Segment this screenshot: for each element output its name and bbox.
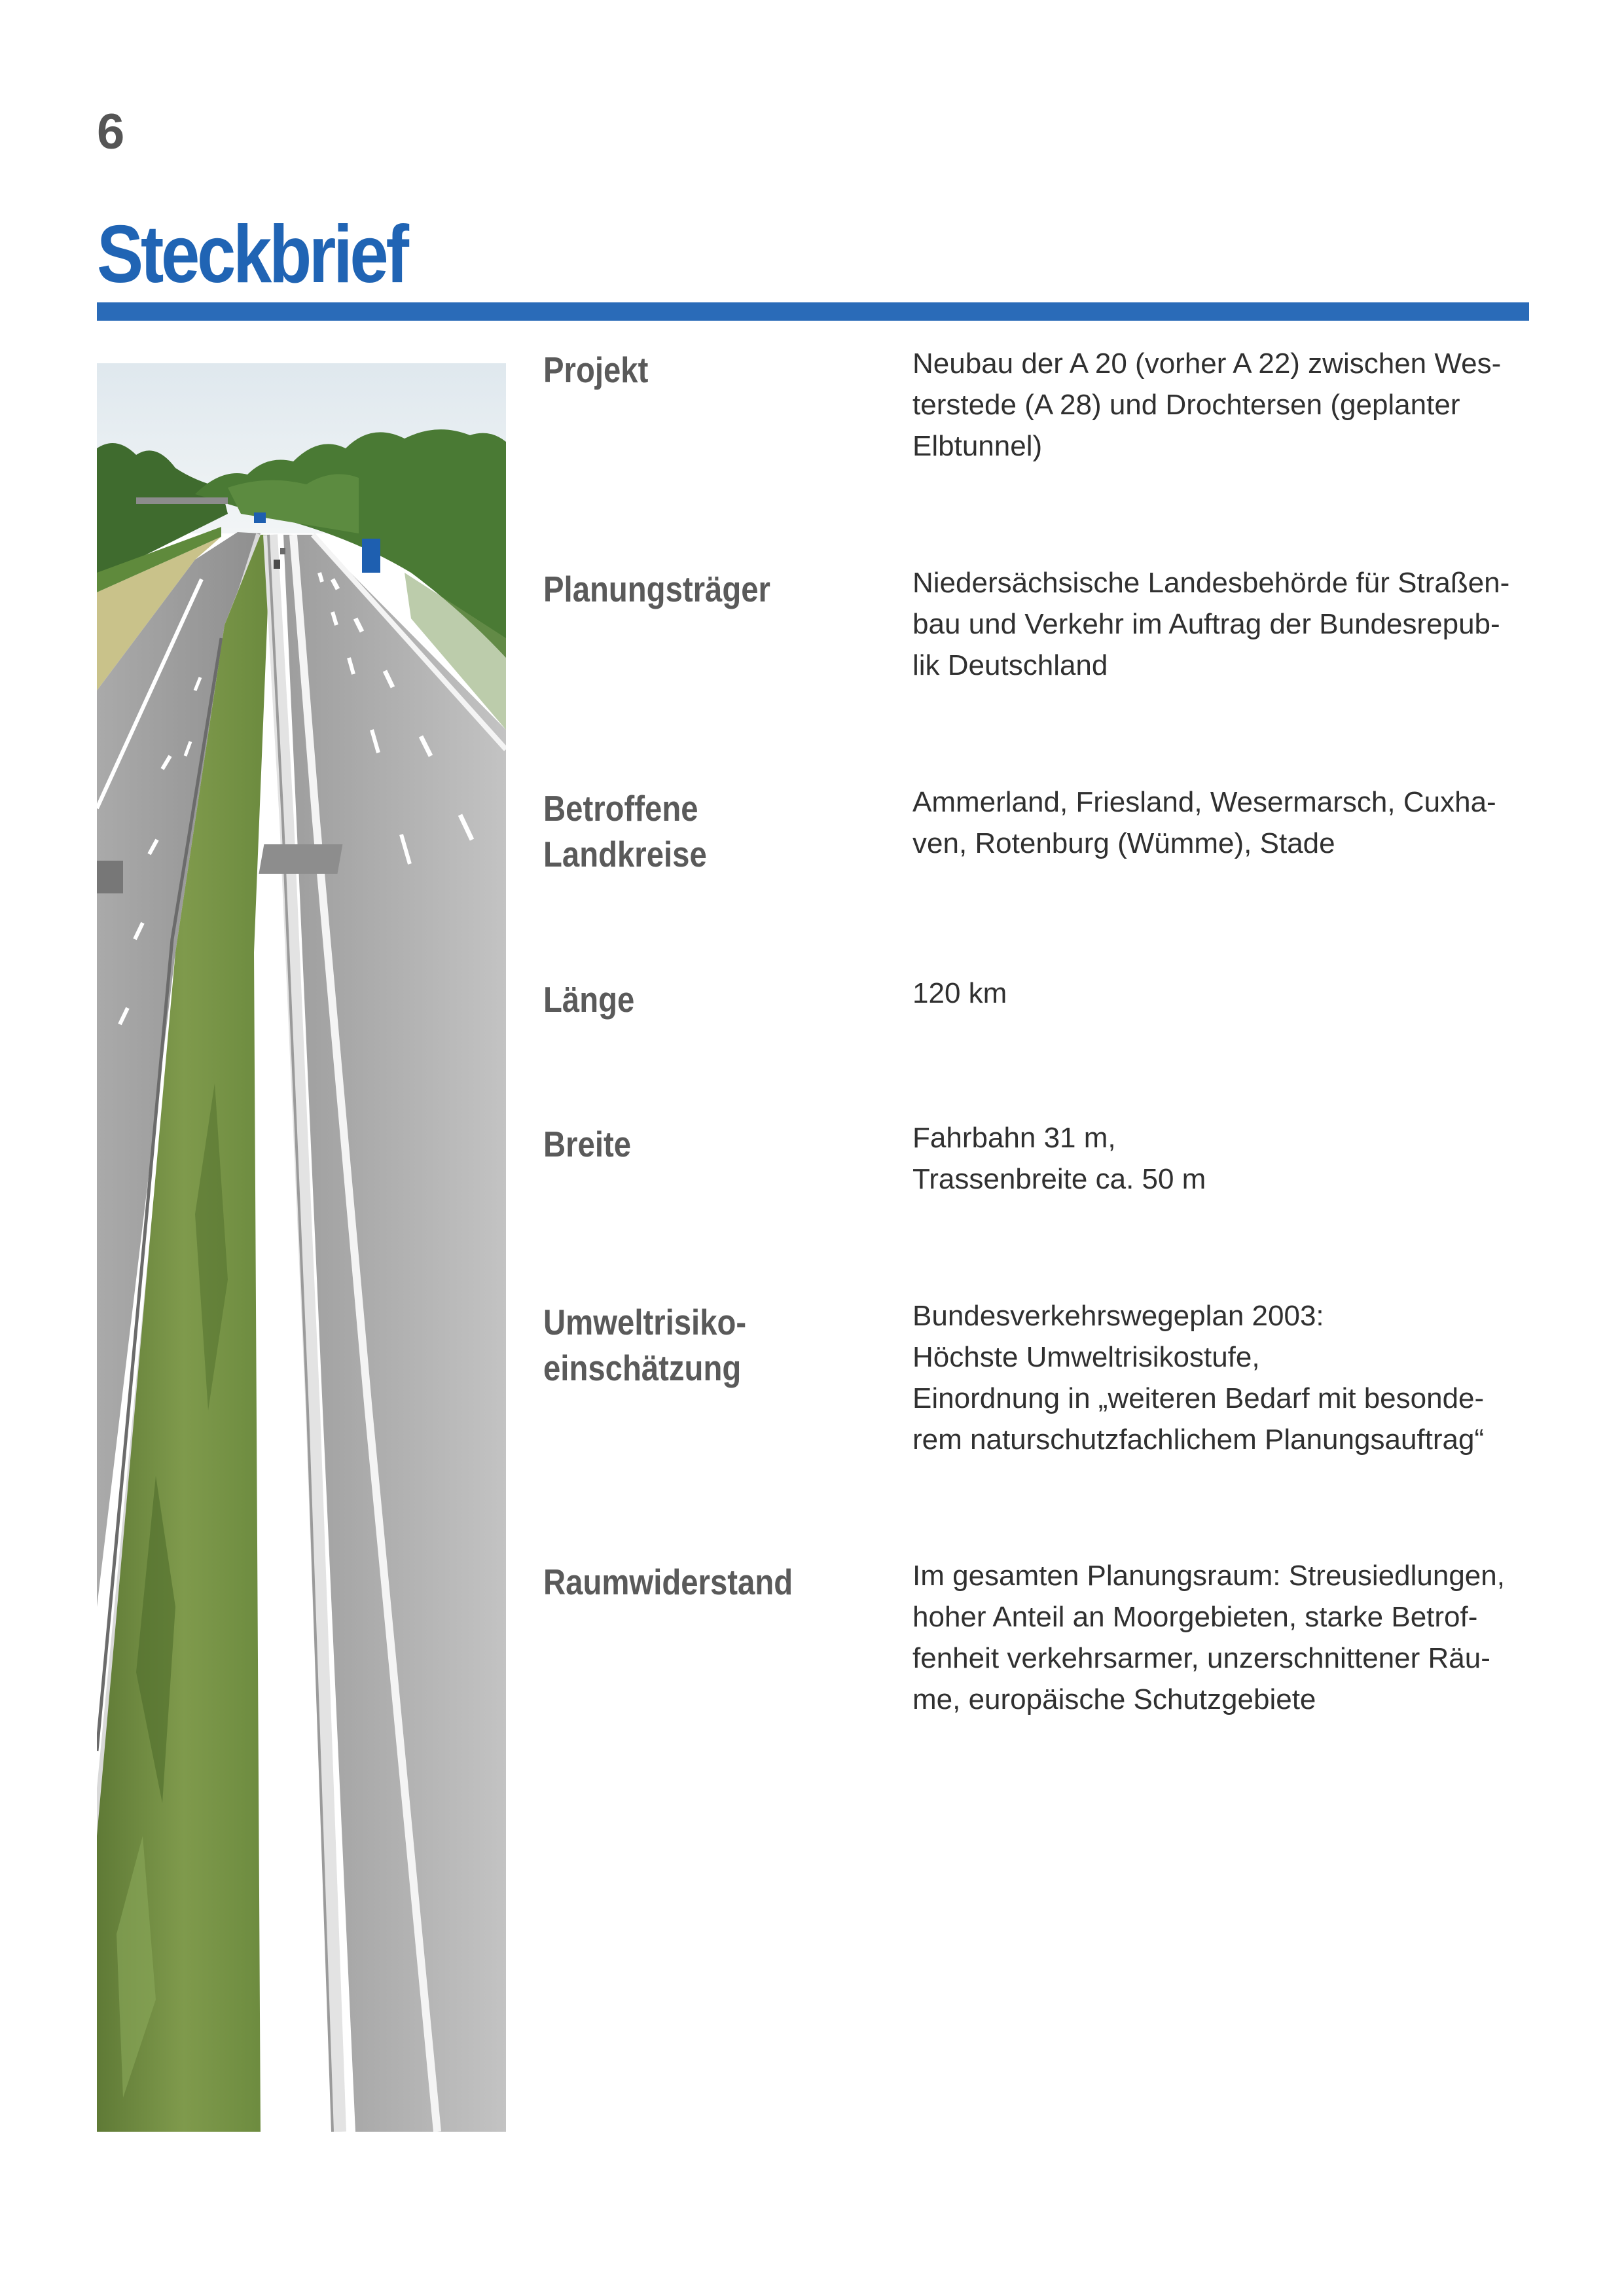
fact-value: Niedersächsische Landesbehörde für Straßen- bau und Verkehr im Auftrag der Bundesrepub- lik Deutschland <box>912 567 1510 681</box>
fact-value: Fahrbahn 31 m, Trassenbreite ca. 50 m <box>912 1122 1206 1195</box>
fact-label: Raumwiderstand <box>543 1562 793 1602</box>
fact-label: Betroffene Landkreise <box>543 788 707 874</box>
title-rule <box>97 302 1529 321</box>
fact-label: Projekt <box>543 350 649 390</box>
fact-value: Bundesverkehrswegeplan 2003: Höchste Umweltrisikostufe, Einordnung in „weiteren Bedarf mit besonde- rem naturschutzfachlichem Planungsauftrag“ <box>912 1300 1485 1456</box>
fact-value: Ammerland, Friesland, Wesermarsch, Cuxha- ven, Rotenburg (Wümme), Stade <box>912 786 1496 859</box>
fact-value: 120 km <box>912 977 1007 1009</box>
fact-label: Breite <box>543 1124 632 1164</box>
page-number: 6 <box>97 104 124 160</box>
fact-label: Planungsträger <box>543 569 770 609</box>
fact-value: Im gesamten Planungsraum: Streusiedlungen, hoher Anteil an Moorgebieten, starke Betrof- fenheit verkehrsarmer, unzerschnittener Räu- me, europäische Schutzgebiete <box>912 1560 1505 1715</box>
fact-label: Länge <box>543 979 635 1020</box>
page-title: Steckbrief <box>97 209 406 300</box>
highway-illustration <box>97 363 506 2132</box>
fact-label: Umweltrisiko- einschätzung <box>543 1302 747 1388</box>
fact-value: Neubau der A 20 (vorher A 22) zwischen Wes- terstede (A 28) und Drochtersen (geplanter Elbtunnel) <box>912 348 1502 462</box>
highway-photo <box>97 363 506 2132</box>
